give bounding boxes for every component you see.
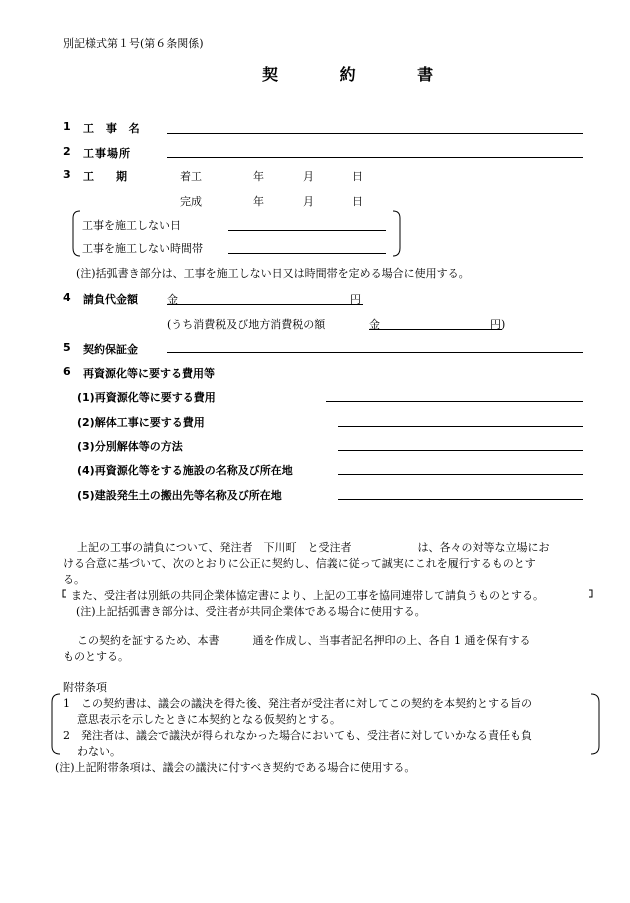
bracket-note: (注)括弧書き部分は、工事を施工しない日又は時間帯を定める場合に使用する。 — [76, 267, 470, 280]
item-3-label: 工 期 — [83, 170, 127, 183]
tax-prefix: (うち消費税及び地方消費税の額 — [167, 318, 326, 331]
item-4-number: 4 — [63, 291, 71, 304]
contract-amount-kin: 金 — [167, 293, 178, 306]
no-work-time-label: 工事を施工しない時間帯 — [82, 242, 203, 255]
item-2-number: 2 — [63, 145, 71, 158]
contract-amount-yen: 円 — [350, 293, 361, 306]
supplementary-note: (注)上記附帯条項は、議会の議決に付すべき契約である場合に使用する。 — [55, 761, 416, 774]
end-month-label: 月 — [303, 195, 314, 208]
surplus-soil-destination-field[interactable] — [338, 499, 583, 500]
item-6-label: 再資源化等に要する費用等 — [83, 367, 215, 380]
joint-venture-note: (注)上記括弧書き部分は、受注者が共同企業体である場合に使用する。 — [76, 605, 426, 618]
supplementary-heading: 附帯条項 — [63, 681, 107, 694]
sub-item-3-label: (3)分別解体等の方法 — [77, 440, 183, 453]
tax-amount-field[interactable] — [369, 329, 502, 330]
start-year-label: 年 — [253, 170, 264, 183]
sub-item-1-label: (1)再資源化等に要する費用 — [77, 391, 216, 404]
item-1-number: 1 — [63, 120, 71, 133]
supplementary-clause-1-line-1: 1 この契約書は、議会の議決を得た後、発注者が受注者に対してこの契約を本契約とする旨の — [63, 697, 532, 710]
end-day-label: 日 — [352, 195, 363, 208]
no-work-day-label: 工事を施工しない日 — [82, 219, 181, 232]
body-paragraph-1-line-3: る。 — [63, 573, 85, 586]
supplementary-clause-2-line-2: わない。 — [77, 745, 121, 758]
end-label: 完成 — [180, 195, 202, 208]
recycling-facility-field[interactable] — [338, 474, 583, 475]
body-paragraph-1-line-1: 上記の工事の請負について、発注者 下川町 と受注者 は、各々の対等な立場にお — [77, 541, 550, 554]
separation-method-field[interactable] — [338, 450, 583, 451]
item-2-label: 工事場所 — [83, 147, 131, 160]
body-paragraph-1-line-2: ける合意に基づいて、次のとおりに公正に契約し、信義に従って誠実にこれを履行するものとす — [63, 557, 536, 570]
no-work-day-field[interactable] — [228, 230, 386, 231]
supplementary-clause-1-line-2: 意思表示を示したときに本契約となる仮契約とする。 — [77, 713, 341, 726]
no-work-time-field[interactable] — [228, 253, 386, 254]
tax-yen: 円) — [490, 318, 506, 331]
item-1-label: 工 事 名 — [83, 122, 144, 135]
item-3-number: 3 — [63, 168, 71, 181]
form-number: 別記様式第１号(第６条関係) — [63, 37, 204, 50]
supplementary-clause-2-line-1: 2 発注者は、議会で議決が得られなかった場合においても、受注者に対していかなる責任も負 — [63, 729, 532, 742]
item-5-label: 契約保証金 — [83, 343, 138, 356]
document-title: 契 約 書 — [262, 65, 462, 84]
contract-deposit-field[interactable] — [167, 352, 583, 353]
item-5-number: 5 — [63, 341, 71, 354]
demolition-cost-field[interactable] — [338, 426, 583, 427]
item-4-label: 請負代金額 — [83, 293, 138, 306]
body-paragraph-2-line-1: この契約を証するため、本書 通を作成し、当事者記名押印の上、各自 1 通を保有する — [77, 634, 531, 647]
start-day-label: 日 — [352, 170, 363, 183]
start-month-label: 月 — [303, 170, 314, 183]
recycling-cost-field[interactable] — [326, 401, 583, 402]
body-paragraph-2-line-2: ものとする。 — [63, 650, 129, 663]
start-label: 着工 — [180, 170, 202, 183]
sub-item-5-label: (5)建設発生土の搬出先等名称及び所在地 — [77, 489, 282, 502]
contract-amount-field[interactable] — [167, 304, 363, 305]
end-year-label: 年 — [253, 195, 264, 208]
sub-item-2-label: (2)解体工事に要する費用 — [77, 416, 205, 429]
joint-venture-clause: また、受注者は別紙の共同企業体協定書により、上記の工事を協同連帯して請負うものとする。 — [71, 589, 544, 602]
sub-item-4-label: (4)再資源化等をする施設の名称及び所在地 — [77, 464, 293, 477]
item-6-number: 6 — [63, 365, 71, 378]
tax-kin: 金 — [369, 318, 380, 331]
